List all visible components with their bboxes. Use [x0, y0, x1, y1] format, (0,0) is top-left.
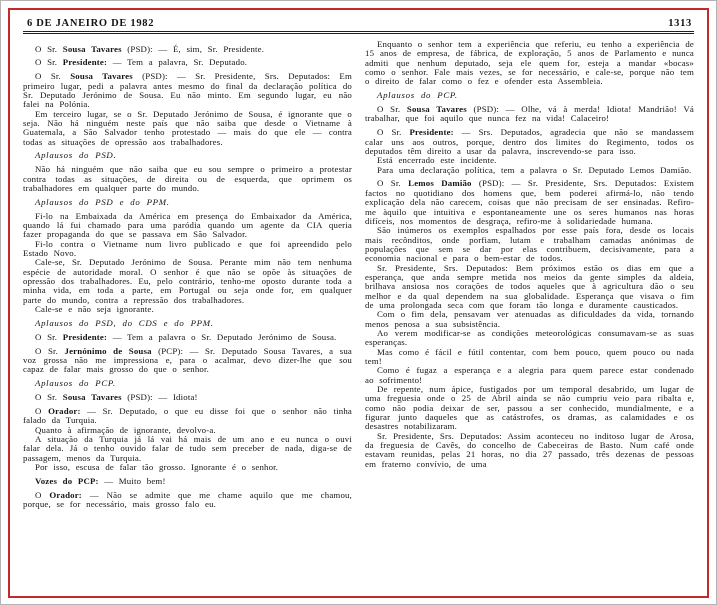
- paragraph: [365, 105, 694, 124]
- paragraph: [23, 305, 352, 314]
- stage-direction: [23, 198, 352, 207]
- speaker-name: Jernónimo de Sousa: [64, 345, 152, 356]
- speaker-name: Presidente:: [62, 57, 108, 68]
- speaker-name: Sousa Tavares: [406, 104, 467, 115]
- paragraph: [23, 240, 352, 259]
- text-run: A situação da Turquia já lá vai há mais de um ano e eu nunca o ouvi falar dela. Já o tenho ouvido falar de tudo sem preceber de nada, diga-se de passagem, menos da Turquia.: [23, 433, 352, 463]
- paragraph: [23, 45, 352, 54]
- paragraph: [23, 333, 352, 342]
- paragraph: [365, 310, 694, 329]
- text-run: Sr. Presidente, Srs. Deputados: Assim aconteceu no inditoso lugar de Arosa, da freguesia de Cavês, do concelho de Cabeceiras de Basto. Num café onde estavam reunidas, pelas 21 horas, no dia 27 passado, três dezenas de pessoas em fraterno convívio, de uma: [365, 430, 694, 469]
- stage-direction: [23, 151, 352, 160]
- text-run: Enquanto o senhor tem a experiência que referiu, eu tenho a experiência de 15 anos de empresa, de fábrica, de exploração, 5 anos de Parlamento e nunca admiti que nenhum deputado, seja ele quem for, esteja a mandar «bocas» como o senhor. Fale mais vezes, se for necessário, e cale-se, porque não tem o direito de falar como o fez e ofender esta Assembleia.: [365, 40, 694, 87]
- speaker-name: Sousa Tavares: [62, 43, 122, 54]
- paragraph: [23, 347, 352, 375]
- paragraph: [365, 179, 694, 226]
- text-run: São inúmeros os exemplos espalhados por esse país fora, desde os locais mais recônditos, onde porfiam, lutam e trabalham camadas anónimas de populações que sem se dar por elas contribuem, decisivamente, para a economia nacional e para o bem-estar de todos.: [365, 225, 694, 264]
- text-run: Cale-se e não seja ignorante.: [35, 304, 154, 315]
- text-run: Fi-lo na Embaixada da América em presença do Embaixador da América, quando lá fui chamado para uma paródia quando um agente da CIA queria fazer propaganda do que se passava em São Salvador.: [23, 210, 352, 240]
- text-run: Aplausos do PCP.: [35, 378, 116, 389]
- header-date: 6 DE JANEIRO DE 1982: [27, 18, 155, 29]
- stage-direction: [23, 319, 352, 328]
- text-run: Quanto à afirmação de ignorante, devolvo-a.: [35, 424, 216, 435]
- text-run: (PCP): — Sr. Deputado Sousa Tavares, a sua voz grossa não me impressiona e, para o acalmar, devo dizer-lhe que sou capaz de falar mais grosso do que o senhor.: [23, 345, 352, 375]
- column-right: [365, 40, 694, 586]
- text-run: — Tem a palavra o Sr. Deputado Jerónimo de Sousa.: [107, 331, 337, 342]
- text-run: O Sr.: [35, 71, 71, 82]
- paragraph: [23, 110, 352, 147]
- text-run: (PSD): — Olhe, vá à merda! Idiota! Mandrião! Vá trabalhar, que foi aquilo que nunca fez na vida! Calaceiro!: [365, 104, 694, 124]
- page-frame: [8, 8, 709, 598]
- paragraph: [23, 393, 352, 402]
- text-run: Fi-lo contra o Vietname num livro publicado e que foi apreendido pelo Estado Novo.: [23, 238, 352, 259]
- text-run: Sr. Presidente, Srs. Deputados: Bem próximos estão os dias em que a esperança, que anda sempre metida nos meios da gente simples da aldeia, brilhava ansiosa nos corações de todos aqueles que à agricultura dão o seu melhor e da qual dependem na sua globalidade. Esperança que visava o fim de uma prolongada seca com que foram tão longa e duramente causticados.: [365, 262, 694, 310]
- text-run: O Sr.: [35, 345, 65, 356]
- paragraph: [365, 40, 694, 87]
- paragraph: [23, 58, 352, 67]
- paragraph: [23, 463, 352, 472]
- text-run: — Muito bem!: [98, 475, 166, 486]
- paragraph: [365, 128, 694, 156]
- speaker-name: Presidente:: [62, 331, 108, 342]
- text-run: — Não se admite que me chame aquilo que me chamou, porque, se for necessário, mais grosso falo eu.: [23, 489, 352, 509]
- text-run: Aplausos do PCP.: [377, 90, 458, 101]
- text-run: Para uma declaração política, tem a palavra o Sr. Deputado Lemos Damião.: [377, 164, 692, 175]
- text-run: (PSD): — Sr. Presidente, Srs. Deputados: Existem factos no quotidiano dos homens que, bem poderei afirmá-lo, não tendo explicação dela não carecem, coisas que não precisam de ser ensinadas. Refiro-me àquilo que intuitiva e espontaneamente une os seres humanos nas horas difíceis, nos momentos de desgraça, refiro-me à solidariedade humana.: [365, 178, 694, 226]
- text-run: Não há ninguém que não saiba que eu sou sempre o primeiro a protestar contra todas as situações, de direita ou de esquerda, que oprimem os trabalhadores em qualquer parte do mundo.: [23, 164, 352, 193]
- text-run: O Sr.: [377, 178, 409, 189]
- text-run: O Sr.: [35, 392, 63, 402]
- text-run: — Srs. Deputados, agradecia que não se mandassem calar uns aos outros, porque, dentro dos limites do Regimento, todos os deputados têm direito a usar da palavra, inscrevendo-se para isso.: [365, 127, 694, 156]
- text-run: Em terceiro lugar, se o Sr. Deputado Jerónimo de Sousa, é ignorante que o seja. Não há ninguém neste país que não saiba que desde o Vietname à Guatemala, a São Salvador tenho protestado — mais do que ele — contra todas as situações de opressão aos trabalhadores.: [23, 108, 352, 147]
- text-run: Aplausos do PSD.: [35, 150, 117, 161]
- speaker-name: Vozes do PCP:: [35, 475, 99, 486]
- text-columns: [23, 40, 694, 586]
- paragraph: [365, 385, 694, 432]
- text-run: Como é fugaz a esperança e a alegria para quem parece estar condenado ao sofrimento!: [365, 365, 694, 385]
- stage-direction: [365, 91, 694, 100]
- speaker-name: Lemos Damião: [408, 178, 472, 189]
- text-run: De repente, num ápice, fustigados por um temporal desabrido, um lugar de uma freguesia onde o 25 de Abril ainda se não cumpriu veio para ribalta e, como não podia deixar de ser, passou a ser conhecido, mundialmente, e a figurar junto daqueles que as catástrofes, os dramas, as calamidades e os desastres notabilizaram.: [365, 384, 694, 432]
- text-run: (PSD): — Idiota!: [121, 392, 198, 402]
- text-run: Aplausos do PSD e do PPM.: [35, 196, 170, 207]
- paragraph: [365, 329, 694, 348]
- header-rule: [23, 31, 694, 34]
- text-run: Ao verem modificar-se as condições meteorológicas consumavam-se as suas esperanças.: [365, 327, 694, 348]
- text-run: (PSD): — Sr. Presidente, Srs. Deputados: Em primeiro lugar, pedi a palavra antes mesmo do final da declaração política do Sr. Deputado Jerónimo de Sousa. Eu não minto. Em segundo lugar, eu não falei na Polónia.: [23, 71, 352, 110]
- paragraph: [23, 491, 352, 510]
- speaker-name: Presidente:: [409, 127, 454, 138]
- stage-direction: [23, 379, 352, 388]
- paragraph: [23, 435, 352, 463]
- paragraph: [23, 258, 352, 305]
- paragraph: [365, 226, 694, 263]
- paragraph: [365, 432, 694, 469]
- paragraph: [365, 348, 694, 367]
- speaker-name: Sousa Tavares: [70, 71, 133, 82]
- paragraph: [23, 72, 352, 109]
- text-run: O: [35, 489, 50, 500]
- speaker-name: Orador:: [48, 405, 81, 416]
- text-run: Cale-se, Sr. Deputado Jerónimo de Sousa. Perante mim não tem nenhuma espécie de autoridade moral. O senhor é que não se opõe às situações de opressão dos trabalhadores. Eu, pelo contrário, tenho-me oposto durante toda a minha vida, em toda a parte, em Portugal ou seja onde for, em qualquer parte do mundo, contra a repressão dos trabalhadores.: [23, 257, 352, 305]
- paragraph: [23, 477, 352, 486]
- paragraph: [365, 366, 694, 385]
- text-run: Por isso, escusa de falar tão grosso. Ignorante é o senhor.: [35, 461, 279, 472]
- text-run: O Sr.: [377, 127, 410, 138]
- text-run: Com o fim dela, pensavam ver atenuadas as dificuldades da vida, tornando menos penosa a sua subsistência.: [365, 309, 694, 329]
- text-run: — Sr. Deputado, o que eu disse foi que o senhor não tinha falado da Turquia.: [23, 405, 352, 426]
- paragraph: [23, 407, 352, 426]
- text-run: Aplausos do PSD, do CDS e do PPM.: [35, 317, 214, 328]
- page-header: [23, 18, 694, 29]
- text-run: O Sr.: [377, 104, 407, 115]
- header-page-number: 1313: [668, 18, 692, 29]
- text-run: (PSD): — É, sim, Sr. Presidente.: [121, 43, 265, 54]
- text-run: Está encerrado este incidente.: [377, 155, 497, 166]
- text-run: O Sr.: [35, 57, 63, 68]
- speaker-name: Orador:: [49, 489, 82, 500]
- text-run: O: [35, 405, 49, 416]
- speaker-name: Sousa Tavares: [62, 392, 122, 402]
- text-run: O Sr.: [35, 331, 63, 342]
- column-left: [23, 40, 352, 586]
- paragraph: [365, 264, 694, 311]
- text-run: — Tem a palavra, Sr. Deputado.: [107, 57, 248, 68]
- text-run: O Sr.: [35, 43, 63, 54]
- paragraph: [23, 212, 352, 240]
- paragraph: [23, 165, 352, 193]
- paragraph: [365, 166, 694, 175]
- text-run: Mas como é fácil e fútil contentar, com bem pouco, quem pouco ou nada tem!: [365, 346, 694, 366]
